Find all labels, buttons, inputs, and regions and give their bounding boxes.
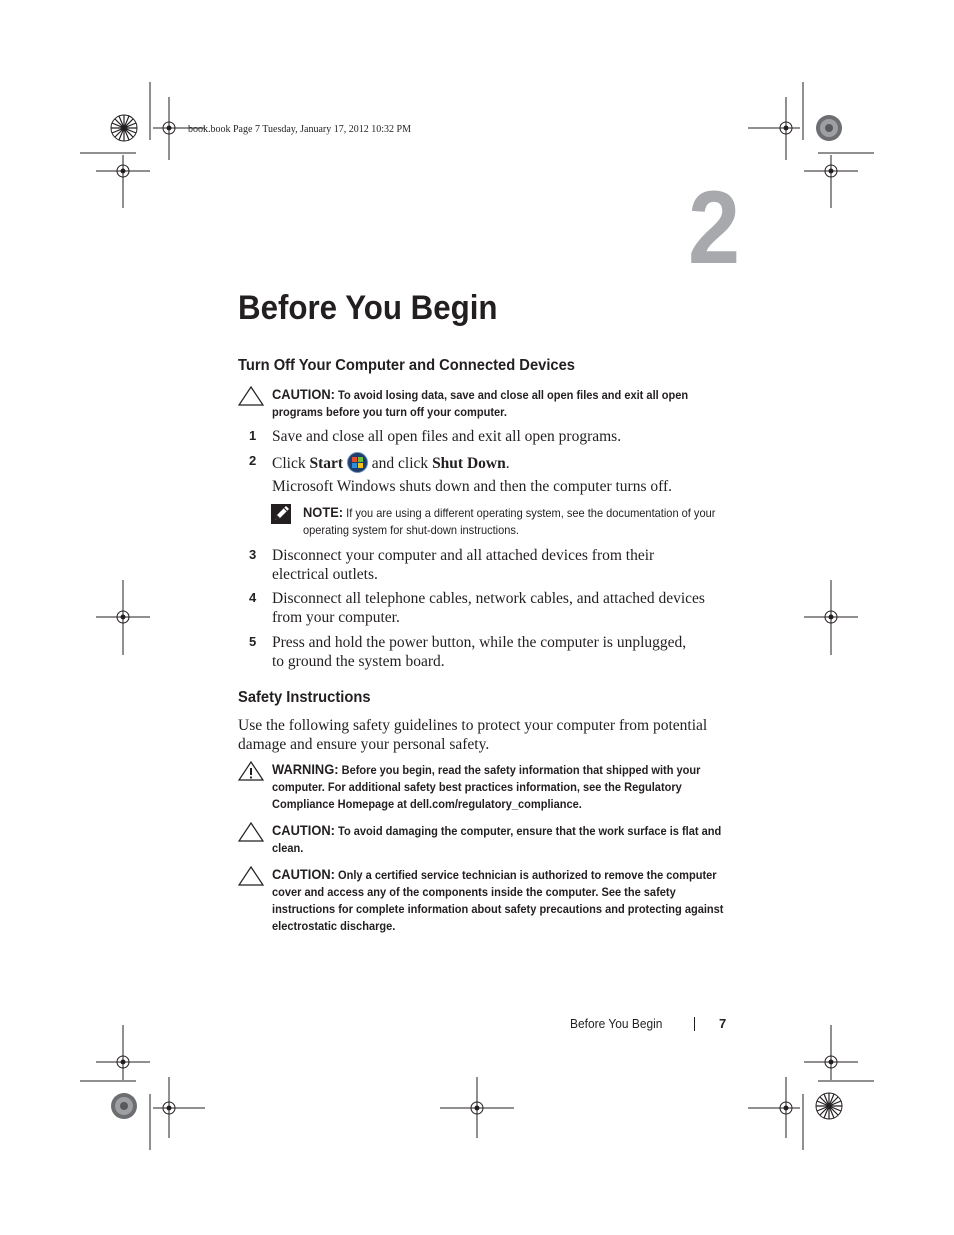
caution-notice-work-surface	[272, 822, 741, 857]
step-text-part: Click	[272, 455, 310, 472]
windows-start-icon	[347, 452, 368, 473]
note-os-shutdown	[303, 504, 726, 539]
step-number: 1	[249, 428, 257, 443]
chapter-number: 2	[688, 170, 741, 286]
caution-keyword: CAUTION:	[272, 822, 335, 838]
step-number: 4	[249, 590, 257, 605]
step-subtext: Microsoft Windows shuts down and then the computer turns off.	[272, 478, 673, 495]
page-number: 7	[719, 1016, 727, 1031]
warning-icon	[238, 761, 264, 781]
note-pencil-icon	[271, 504, 293, 524]
step-text: Press and hold the power button, while the computer is unplugged, to ground the system board.	[272, 634, 687, 670]
caution-text: Only a certified service technician is authorized to remove the computer cover and access any of the components inside the computer. See the safety instructions for complete information about safety precautions and protecting against electrostatic discharge.	[272, 868, 724, 933]
footer-section-label: Before You Begin	[570, 1016, 663, 1031]
note-text: If you are using a different operating system, see the documentation of your operating system for shut-down instructions.	[303, 506, 716, 537]
step-text-click-start	[272, 452, 742, 473]
caution-text: To avoid losing data, save and close all open files and exit all open programs before you turn off your computer.	[272, 388, 689, 419]
step-number: 5	[249, 634, 257, 649]
caution-keyword: CAUTION:	[272, 386, 335, 402]
warning-keyword: WARNING:	[272, 761, 339, 777]
step-number: 3	[249, 547, 257, 562]
warning-notice-safety	[272, 761, 741, 813]
caution-notice-technician	[272, 866, 741, 935]
footer-divider	[694, 1017, 695, 1031]
star-target-top-left	[111, 115, 137, 141]
shut-down-label: Shut Down	[432, 455, 506, 472]
caution-text: To avoid damaging the computer, ensure that the work surface is flat and clean.	[272, 824, 722, 855]
caution-icon	[238, 866, 264, 886]
step-text-part: and click	[371, 455, 433, 472]
warning-text: Before you begin, read the safety information that shipped with your computer. For additional safety best practices information, see the Regulatory Compliance Homepage at dell.com/regulatory_compliance.	[272, 763, 701, 811]
step-text: Save and close all open files and exit all open programs.	[272, 428, 622, 445]
section-heading-safety: Safety Instructions	[238, 689, 371, 706]
section-heading-turn-off: Turn Off Your Computer and Connected Devices	[238, 357, 575, 374]
start-label: Start	[309, 455, 344, 472]
step-text-part: .	[505, 455, 510, 472]
step-text: Disconnect all telephone cables, network cables, and attached devices from your computer.	[272, 590, 705, 626]
star-target-bottom-right	[816, 1093, 842, 1119]
star-target-top-right	[816, 115, 842, 141]
caution-keyword: CAUTION:	[272, 866, 335, 882]
note-keyword: NOTE:	[303, 504, 344, 520]
caution-icon	[238, 822, 264, 842]
safety-intro: Use the following safety guidelines to protect your computer from potential damage and ensure your personal safety.	[238, 717, 708, 753]
caution-notice-data-loss	[272, 386, 741, 421]
star-target-bottom-left	[111, 1093, 137, 1119]
print-slug: book.book Page 7 Tuesday, January 17, 2012 10:32 PM	[188, 124, 411, 135]
page-title: Before You Begin	[238, 289, 498, 327]
step-text: Disconnect your computer and all attached devices from their electrical outlets.	[272, 547, 655, 583]
caution-icon	[238, 386, 264, 406]
step-number: 2	[249, 453, 257, 468]
